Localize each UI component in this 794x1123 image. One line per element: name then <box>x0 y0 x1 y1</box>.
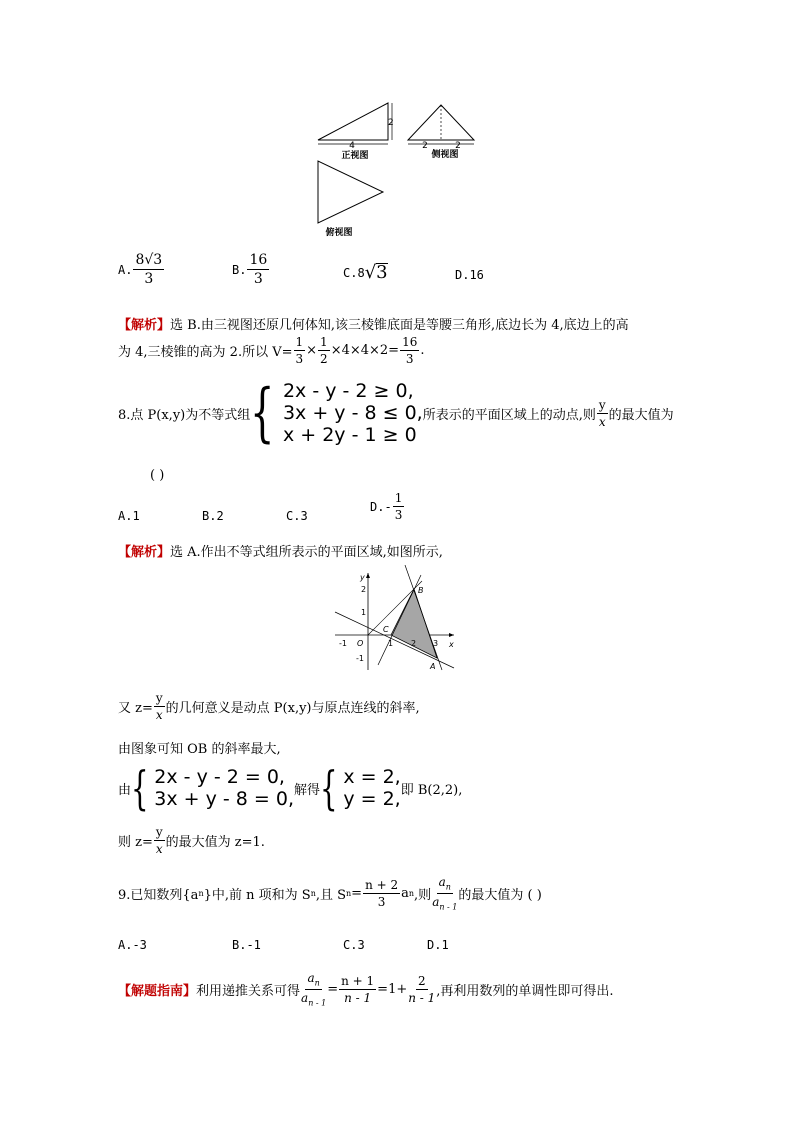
tick-x-2: 2 <box>411 639 417 648</box>
point-a-label: A <box>430 662 436 671</box>
q8-option-b: B.2 <box>202 509 224 523</box>
q7-option-c: C.8 √ 3 <box>343 262 388 283</box>
analysis-tag: 【解析】 <box>118 545 171 560</box>
q9-hint: 【解题指南】 利用递推关系可得 $\frac{a_n}{a_{n - 1}}$ = $\frac{n + 1}{n - 1}$ =1+ $\frac{2}{n - 1}$ ,再利用数列的单调性即可得出. <box>118 971 614 1008</box>
q9-option-d: D.1 <box>427 938 449 952</box>
q9-stem: 9.已知数列{a n }中,前 n 项和为 S n ,且 S n = $\frac{n + 2}{3}$ a n ,则 $\frac{a_n}{a_{n - 1}}$ 的最大值为 ( ) <box>118 875 542 912</box>
point-c-label: C <box>383 625 389 634</box>
q8-answer-paren: ( ) <box>150 468 165 483</box>
q8-analysis-system: 由 { 2x - y - 2 = 0, 3x + y - 8 = 0, 解得 { x = 2, y = 2, 即 B(2,2), <box>118 761 463 815</box>
tick-x-3: 3 <box>433 639 439 648</box>
q8-analysis-line5: 则 z= $\frac{y}{x}$ 的最大值为 z=1. <box>118 825 265 856</box>
q9-option-c: C.3 <box>343 938 365 952</box>
front-dim-label: 4 <box>349 141 355 151</box>
q8-option-d: D.- $\frac{1}{3}$ <box>370 491 403 522</box>
axis-label-x: x <box>449 640 454 649</box>
q8-stem: 8.点 P(x,y)为不等式组 { 2x - y - 2 ≥ 0, 3x + y - 8 ≤ 0, x + 2y - 1 ≥ 0 所表示的平面区域上的动点,则 $\frac{y}{x}$ 的最大值为 <box>118 376 674 450</box>
analysis-tag: 【解析】 <box>118 318 171 333</box>
tick-x-1: 1 <box>388 639 394 648</box>
q7-option-d: D.16 <box>455 268 484 282</box>
q7-option-b: B. $\frac{16}{3}$ <box>232 252 268 287</box>
q8-option-a: A.1 <box>118 509 140 523</box>
q9-option-a: A.-3 <box>118 938 147 952</box>
q8-analysis-line1: 【解析】选 A.作出不等式组所表示的平面区域,如图所示, <box>118 545 443 560</box>
side-dim-right: 2 <box>455 141 461 151</box>
point-b-label: B <box>418 586 424 595</box>
q7-option-a: A. $\frac{8√3}{3}$ <box>118 252 163 287</box>
q7-analysis-line1: 【解析】选 B.由三视图还原几何体知,该三棱锥底面是等腰三角形,底边长为 4,底边上的高 <box>118 318 629 333</box>
origin-label: O <box>357 639 364 648</box>
front-caption: 正视图 <box>341 151 369 161</box>
hint-tag: 【解题指南】 <box>118 984 197 1000</box>
q7-analysis-line2: 为 4,三棱锥的高为 2.所以 V= $\frac{1}{3}$ × $\frac{1}{2}$ ×4×4×2= $\frac{16}{3}$ . <box>118 335 425 366</box>
side-caption: 侧视图 <box>431 150 459 160</box>
q8-option-c: C.3 <box>286 509 308 523</box>
feasible-region-graph <box>330 565 460 675</box>
tick-x-neg1: -1 <box>339 639 347 648</box>
axis-label-y: y <box>360 573 365 582</box>
top-caption: 俯视图 <box>325 228 353 238</box>
q8-analysis-line3: 由图象可知 OB 的斜率最大, <box>118 742 281 757</box>
tick-y-2: 2 <box>361 585 367 594</box>
q9-option-b: B.-1 <box>232 938 261 952</box>
three-view-figure <box>300 95 500 240</box>
tick-y-1: 1 <box>361 608 367 617</box>
tick-y-neg1: -1 <box>356 654 364 663</box>
q8-analysis-line2: 又 z= $\frac{y}{x}$ 的几何意义是动点 P(x,y)与原点连线的斜率, <box>118 691 420 722</box>
side-dim-left: 2 <box>422 141 428 151</box>
front-view-shape <box>318 103 388 140</box>
front-height-label: 2 <box>388 118 394 128</box>
top-view-shape <box>318 161 383 223</box>
